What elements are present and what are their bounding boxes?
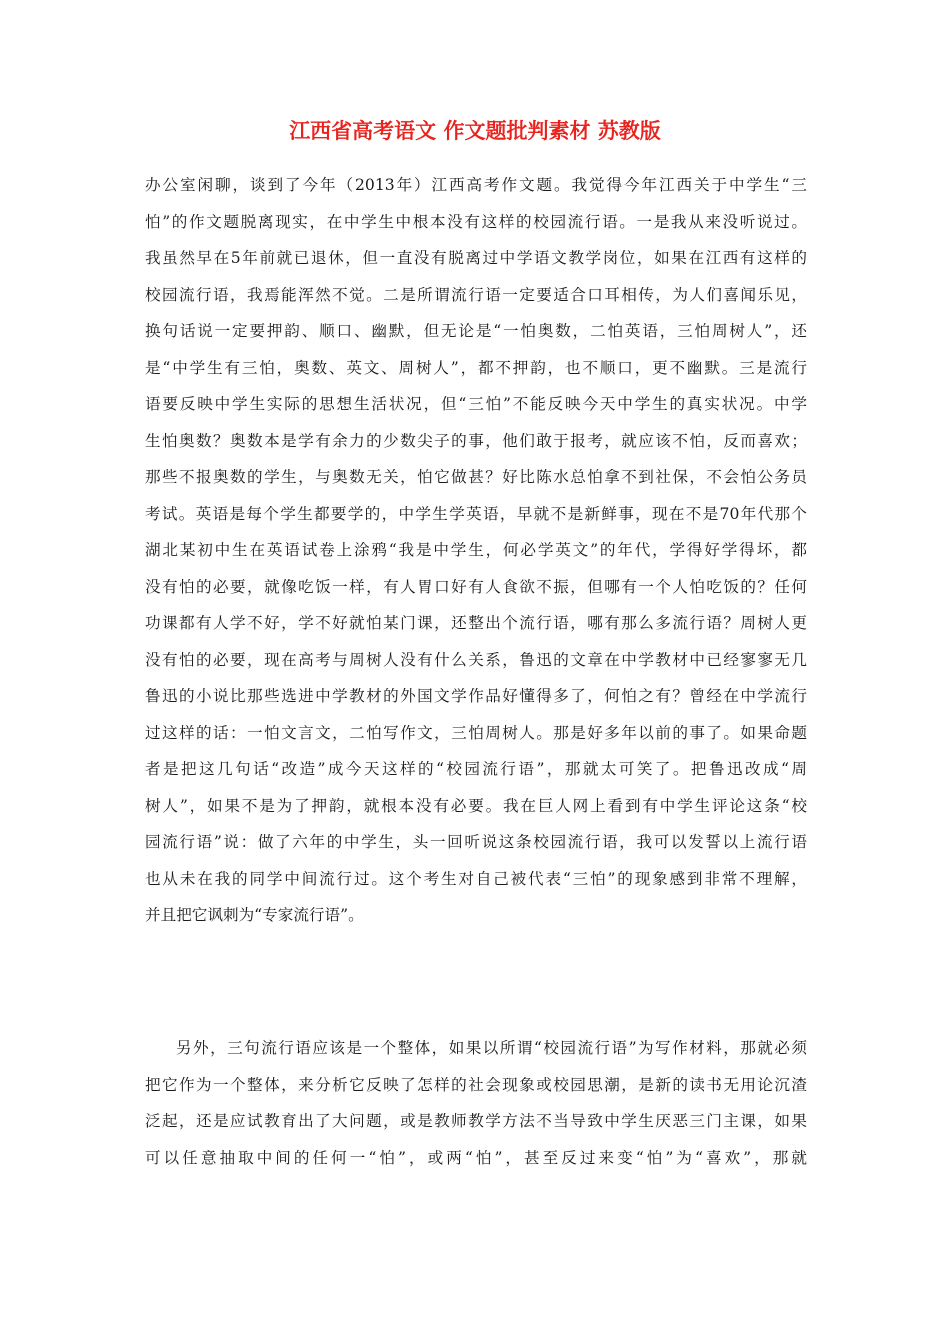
- text-line: 怕”的作文题脱离现实，在中学生中根本没有这样的校园流行语。一是我从来没听说过。: [145, 212, 807, 231]
- text-line: 泛起，还是应试教育出了大问题，或是教师教学方法不当导致中学生厌恶三门主课，如果: [145, 1112, 807, 1130]
- text-line: 也从未在我的同学中间流行过。这个考生对自己被代表“三怕”的现象感到非常不理解，: [145, 869, 807, 888]
- document-title: 江西省高考语文 作文题批判素材 苏教版: [289, 118, 661, 143]
- text-line: 园流行语”说：做了六年的中学生，头一回听说这条校园流行语，我可以发誓以上流行语: [145, 833, 807, 851]
- text-line: 者是把这几句话“改造”成今天这样的“校园流行语”，那就太可笑了。把鲁迅改成“周: [145, 760, 807, 778]
- text-line: 没有怕的必要，就像吃饭一样，有人胃口好有人食欲不振，但哪有一个人怕吃饭的？任何: [145, 577, 807, 596]
- text-line: 校园流行语，我焉能浑然不觉。二是所谓流行语一定要适合口耳相传，为人们喜闻乐见，: [145, 285, 807, 304]
- paragraph-2: [145, 1030, 807, 1176]
- text-line: 语要反映中学生实际的思想生活状况，但“三怕”不能反映今天中学生的真实状况。中学: [145, 395, 807, 413]
- text-line: 鲁迅的小说比那些选进中学教材的外国文学作品好懂得多了，何怕之有？曾经在中学流行: [145, 687, 807, 705]
- text-line: 是“中学生有三怕，奥数、英文、周树人”，都不押韵，也不顺口，更不幽默。三是流行: [145, 358, 807, 377]
- text-line: 办公室闲聊，谈到了今年（2013年）江西高考作文题。我觉得今年江西关于中学生“三: [145, 176, 807, 194]
- text-line: 功课都有人学不好，学不好就怕某门课，还整出个流行语，哪有那么多流行语？周树人更: [145, 614, 807, 632]
- text-line: 我虽然早在5年前就已退休，但一直没有脱离过中学语文教学岗位，如果在江西有这样的: [145, 249, 807, 267]
- text-line: 换句话说一定要押韵、顺口、幽默，但无论是“一怕奥数，二怕英语，三怕周树人”，还: [145, 322, 807, 340]
- text-line: 没有怕的必要，现在高考与周树人没有什么关系，鲁迅的文章在中学教材中已经寥寥无几: [145, 650, 807, 669]
- text-line: 湖北某初中生在英语试卷上涂鸦“我是中学生，何必学英文”的年代，学得好学得坏，都: [145, 541, 807, 559]
- text-line: 并且把它讽刺为“专家流行语”。: [145, 906, 364, 924]
- text-line: 那些不报奥数的学生，与奥数无关，怕它做甚？好比陈水总怕拿不到社保，不会怕公务员: [145, 468, 807, 486]
- paragraph-1: [145, 167, 807, 934]
- text-line: 树人”，如果不是为了押韵，就根本没有必要。我在巨人网上看到有中学生评论这条“校: [145, 796, 807, 815]
- text-line: 过这样的话：一怕文言文，二怕写作文，三怕周树人。那是好多年以前的事了。如果命题: [145, 723, 807, 742]
- text-line: 另外，三句流行语应该是一个整体，如果以所谓“校园流行语”为写作材料，那就必须: [176, 1039, 807, 1057]
- text-line: 把它作为一个整体，来分析它反映了怎样的社会现象或校园思潮，是新的读书无用论沉渣: [145, 1075, 807, 1094]
- text-line: 考试。英语是每个学生都要学的，中学生学英语，早就不是新鲜事，现在不是70年代那个: [145, 504, 807, 523]
- text-line: 生怕奥数？奥数本是学有余力的少数尖子的事，他们敢于报考，就应该不怕，反而喜欢；: [145, 431, 807, 450]
- text-line: 可以任意抽取中间的任何一“怕”，或两“怕”，甚至反过来变“怕”为“喜欢”，那就: [145, 1148, 807, 1167]
